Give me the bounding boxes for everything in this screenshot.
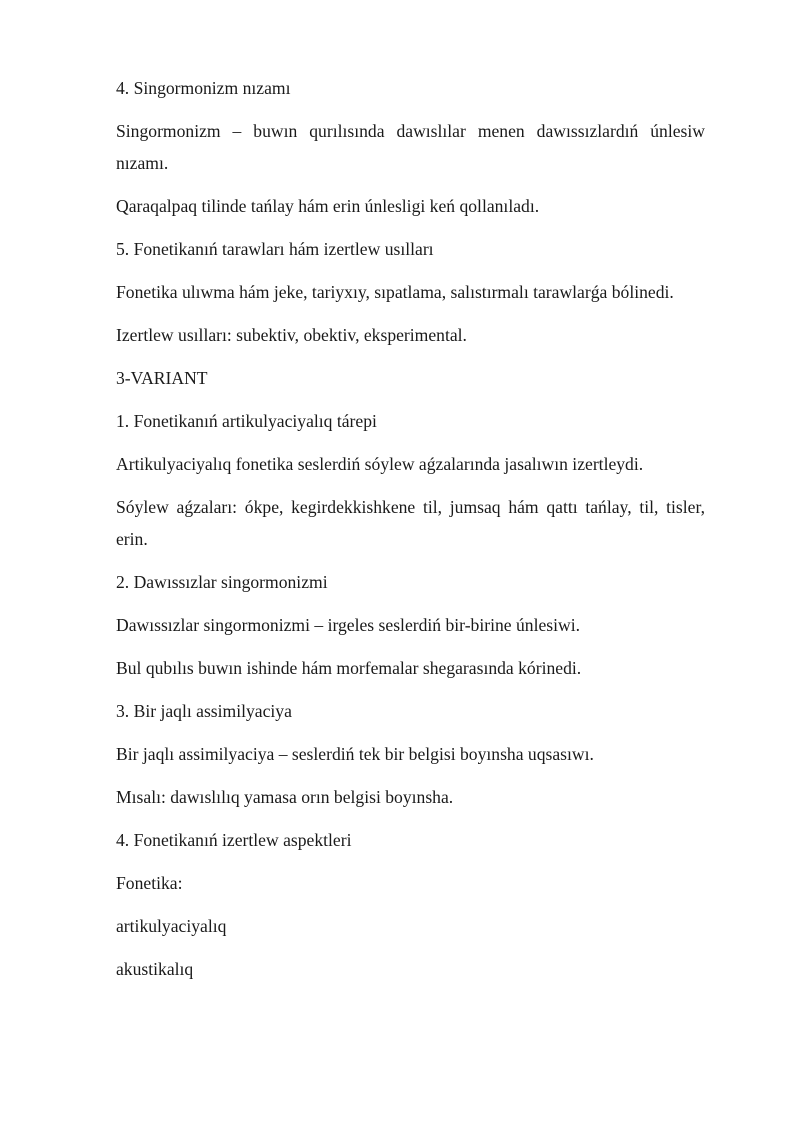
- paragraph-qaraqalpaq-harmony: Qaraqalpaq tilinde tańlay hám erin únlesligi keń qollanıladı.: [116, 196, 540, 216]
- document-page: [116, 72, 705, 985]
- variant-heading: 3-VARIANT: [116, 368, 208, 388]
- paragraph-soylew-agzalari: Sóylew aǵzaları: ókpe, kegirdekkishkene til, jumsaq hám qattı tańlay, til, tisler, erin.: [116, 497, 705, 549]
- list-item-akustikaliq: akustikalıq: [116, 959, 194, 979]
- paragraph-fonetika-branches: Fonetika ulıwma hám jeke, tariyxıy, sıpatlama, salıstırmalı tarawlarǵa bólinedi.: [116, 282, 674, 302]
- paragraph-dawissizlar-definition: Dawıssızlar singormonizmi – irgeles seslerdiń bir-birine únlesiwi.: [116, 615, 581, 635]
- section-heading-singormonizm: 4. Singormonizm nızamı: [116, 78, 291, 98]
- paragraph-artikulyaciyaliq-fonetika: Artikulyaciyalıq fonetika seslerdiń sóylew aǵzalarında jasalıwın izertleydi.: [116, 454, 644, 474]
- section-heading-assimilyaciya: 3. Bir jaqlı assimilyaciya: [116, 701, 292, 721]
- paragraph-izertlew-usillari: Izertlew usılları: subektiv, obektiv, eksperimental.: [116, 325, 467, 345]
- paragraph-singormonizm-definition: Singormonizm – buwın qurılısında dawıslılar menen dawıssızlardıń únlesiw nızamı.: [116, 121, 705, 173]
- section-heading-dawissizlar: 2. Dawıssızlar singormonizmi: [116, 572, 328, 592]
- section-heading-aspektler: 4. Fonetikanıń izertlew aspektleri: [116, 830, 352, 850]
- paragraph-qubilis: Bul qubılıs buwın ishinde hám morfemalar shegarasında kórinedi.: [116, 658, 582, 678]
- section-heading-artikulyaciyaliq: 1. Fonetikanıń artikulyaciyalıq tárepi: [116, 411, 377, 431]
- paragraph-fonetika-label: Fonetika:: [116, 873, 183, 893]
- paragraph-assimilyaciya-definition: Bir jaqlı assimilyaciya – seslerdiń tek bir belgisi boyınsha uqsasıwı.: [116, 744, 594, 764]
- list-item-artikulyaciyaliq: artikulyaciyalıq: [116, 916, 227, 936]
- section-heading-fonetika-tarawlari: 5. Fonetikanıń tarawları hám izertlew usılları: [116, 239, 434, 259]
- paragraph-misali: Mısalı: dawıslılıq yamasa orın belgisi boyınsha.: [116, 787, 454, 807]
